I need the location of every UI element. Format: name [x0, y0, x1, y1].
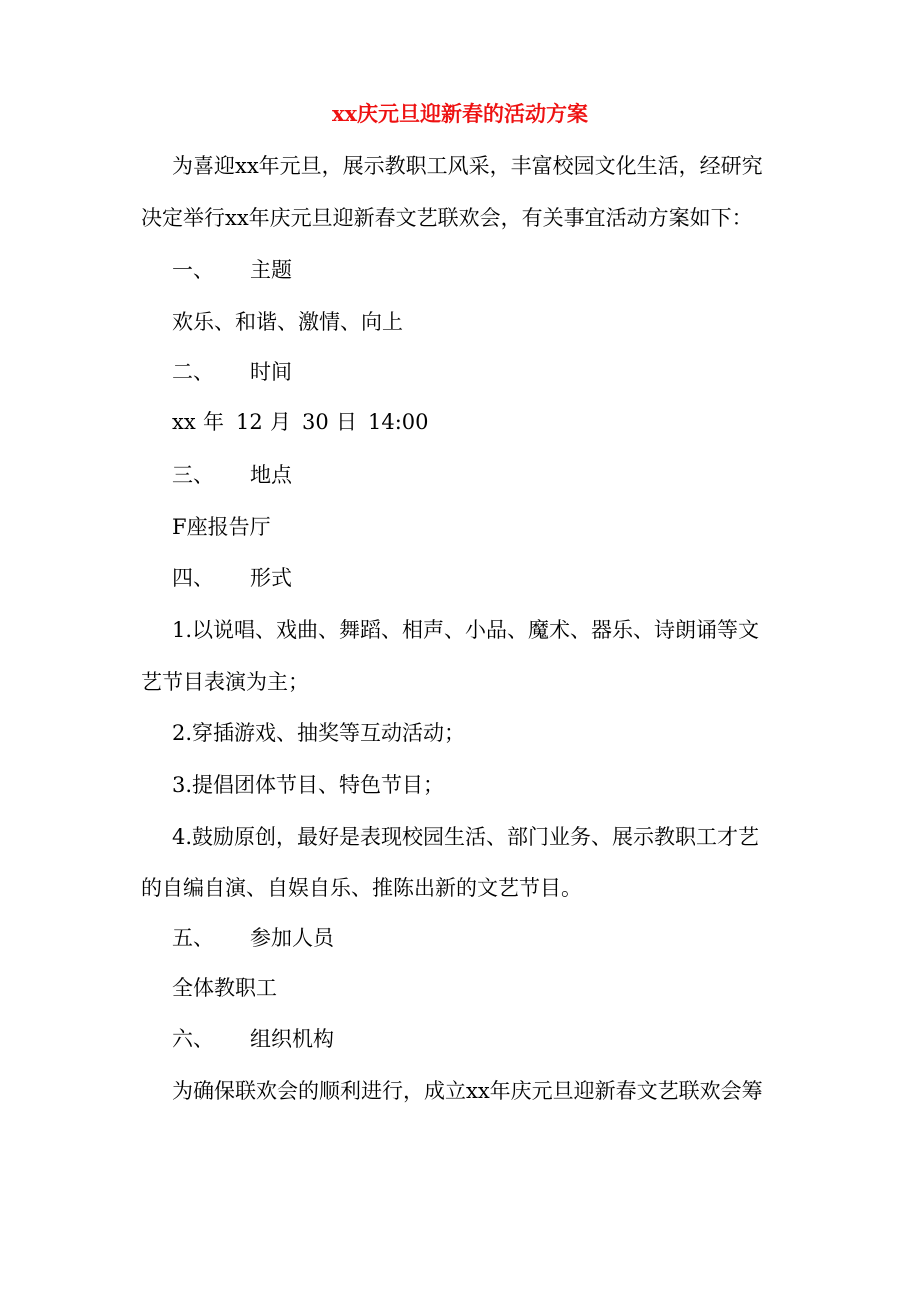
intro-line-1: 为喜迎xx年元旦，展示教职工风采，丰富校园文化生活，经研究 — [172, 154, 763, 178]
organization-content: 为确保联欢会的顺利进行，成立xx年庆元旦迎新春文艺联欢会筹 — [172, 1079, 763, 1103]
time-clock: 14:00 — [368, 410, 429, 434]
location-content: F座报告厅 — [172, 515, 271, 539]
time-month-value: 12 — [236, 410, 263, 434]
theme-content: 欢乐、和谐、激情、向上 — [172, 310, 403, 334]
section-3-heading: 地点 — [250, 463, 292, 487]
section-1-number: 一、 — [172, 258, 214, 282]
participants-content: 全体教职工 — [172, 976, 277, 1000]
section-5-number: 五、 — [172, 926, 214, 950]
section-6-heading: 组织机构 — [250, 1027, 334, 1051]
section-4-number: 四、 — [172, 566, 214, 590]
time-day-unit: 日 — [336, 410, 357, 434]
section-5-heading: 参加人员 — [250, 926, 334, 950]
time-year-unit: 年 — [203, 410, 224, 434]
time-month-unit: 月 — [270, 410, 291, 434]
section-1-heading: 主题 — [250, 258, 292, 282]
time-day-value: 30 — [302, 410, 329, 434]
section-6-number: 六、 — [172, 1027, 214, 1051]
format-item-3: 3.提倡团体节目、特色节目； — [172, 773, 445, 797]
section-2-number: 二、 — [172, 360, 214, 384]
format-item-2: 2.穿插游戏、抽奖等互动活动； — [172, 721, 466, 745]
format-item-1-line-2: 艺节目表演为主； — [141, 670, 309, 694]
section-2-heading: 时间 — [250, 360, 292, 384]
format-item-1-line-1: 1.以说唱、戏曲、舞蹈、相声、小品、魔术、器乐、诗朗诵等文 — [172, 618, 760, 642]
section-4-heading: 形式 — [250, 566, 292, 590]
format-item-4-line-2: 的自编自演、自娱自乐、推陈出新的文艺节目。 — [141, 876, 582, 900]
time-year-value: xx — [172, 410, 196, 434]
intro-line-2: 决定举行xx年庆元旦迎新春文艺联欢会，有关事宜活动方案如下： — [141, 206, 753, 230]
document-title: xx庆元旦迎新春的活动方案 — [331, 101, 589, 126]
format-item-4-line-1: 4.鼓励原创，最好是表现校园生活、部门业务、展示教职工才艺 — [172, 825, 760, 849]
section-3-number: 三、 — [172, 463, 214, 487]
